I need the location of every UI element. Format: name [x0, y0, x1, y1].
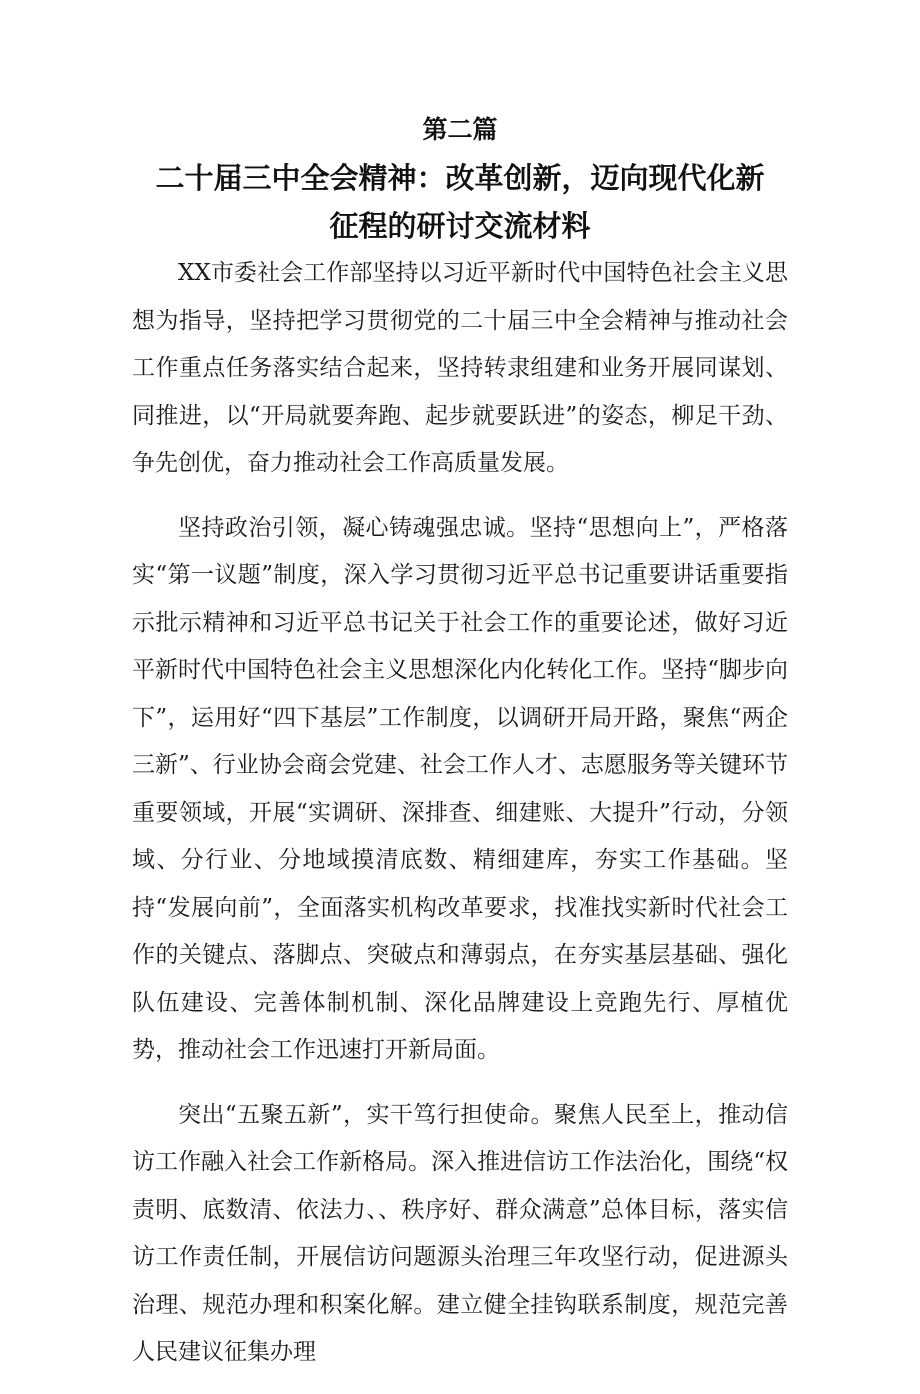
paragraph: 坚持政治引领，凝心铸魂强忠诚。坚持“思想向上”，严格落实“第一议题”制度，深入学习贯彻习近平总书记重要讲话重要指示批示精神和习近平总书记关于社会工作的重要论述，做好习近平新时代中国特色社会主义思想深化内化转化工作。坚持“脚步向下”，运用好“四下基层”工作制度，以调研开局开路，聚焦“两企三新”、行业协会商会党建、社会工作人才、志愿服务等关键环节重要领域，开展“实调研、深排查、细建账、大提升”行动，分领域、分行业、分地域摸清底数、精细建库，夯实工作基础。坚持“发展向前”，全面落实机构改革要求，找准找实新时代社会工作的关键点、落脚点、突破点和薄弱点，在夯实基层基础、强化队伍建设、完善体制机制、深化品牌建设上竞跑先行、厚植优势，推动社会工作迅速打开新局面。	[132, 514, 788, 1063]
document-title: 二十届三中全会精神：改革创新，迈向现代化新征程的研讨交流材料	[155, 161, 765, 243]
paragraph: 突出“五聚五新”，实干笃行担使命。聚焦人民至上，推动信访工作融入社会工作新格局。深入推进信访工作法治化，围绕“权责明、底数清、依法力、、秩序好、群众满意”总体目标，落实信访工作责任制，开展信访问题源头治理三年攻坚行动，促进源头治理、规范办理和积案化解。建立健全挂钩联系制度，规范完善人民建议征集办理	[132, 1101, 788, 1365]
document-label: 第二篇	[422, 115, 498, 144]
paragraph: XX市委社会工作部坚持以习近平新时代中国特色社会主义思想为指导，坚持把学习贯彻党的二十届三中全会精神与推动社会工作重点任务落实结合起来，坚持转隶组建和业务开展同谋划、同推进，以“开局就要奔跑、起步就要跃进”的姿态，柳足干劲、争先创优，奋力推动社会工作高质量发展。	[132, 260, 788, 476]
document-body	[132, 250, 788, 1394]
